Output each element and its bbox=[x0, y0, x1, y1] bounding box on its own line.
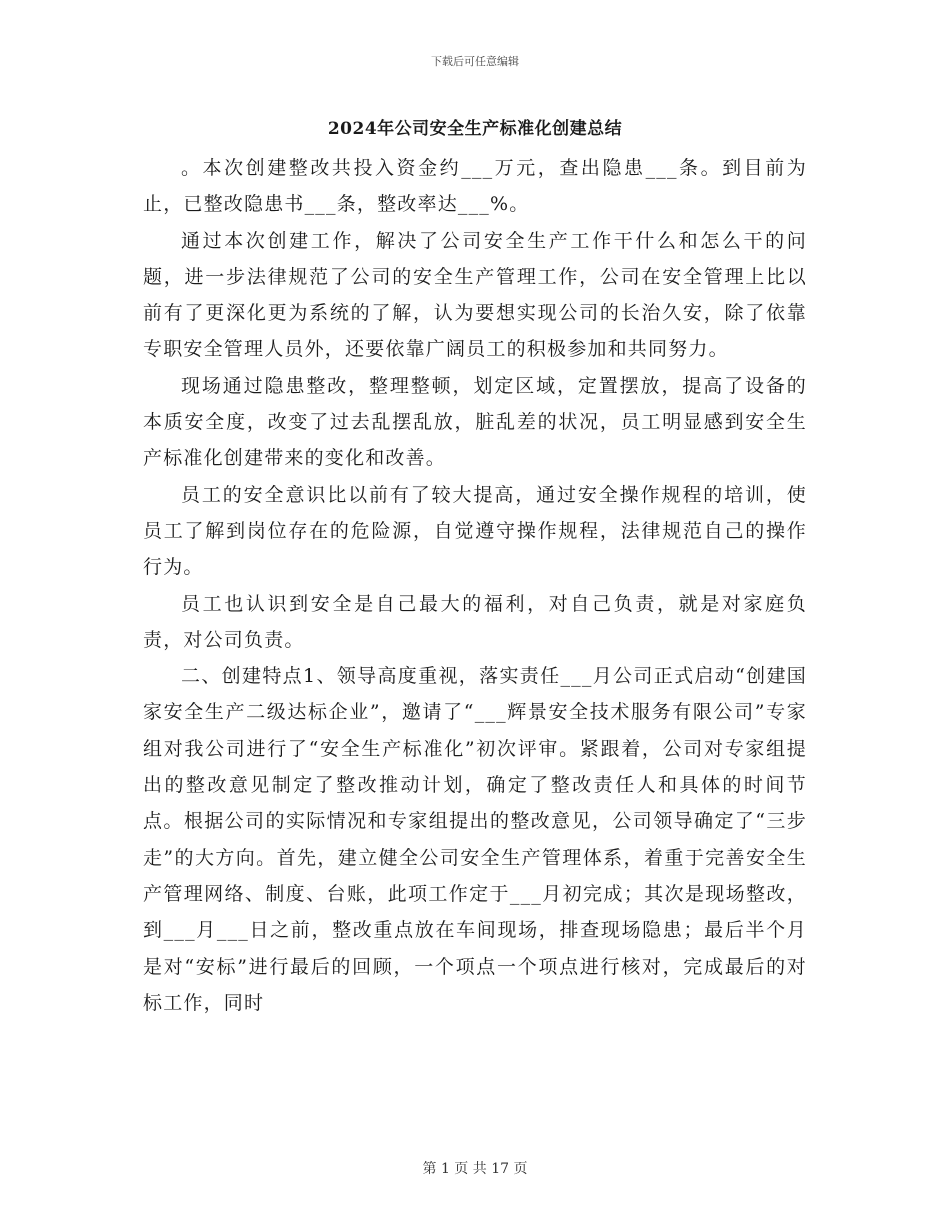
paragraph-creation-features: 二、创建特点1、领导高度重视，落实责任___月公司正式启动“创建国家安全生产二级达标企业”，邀请了“___辉景安全技术服务有限公司”专家组对我公司进行了“安全生产标准化”初次评审。紧跟着，公司对专家组提出的整改意见制定了整改推动计划，确定了整改责任人和具体的时间节点。根据公司的实际情况和专家组提出的整改意见，公司领导确定了“三步走”的大方向。首先，建立健全公司安全生产管理体系，着重于完善安全生产管理网络、制度、台账，此项工作定于___月初完成；其次是现场整改，到___月___日之前，整改重点放在车间现场，排查现场隐患；最后半个月是对“安标”进行最后的回顾，一个项点一个项点进行核对，完成最后的对标工作，同时 bbox=[143, 665, 807, 1014]
paragraph-investment-summary: 。本次创建整改共投入资金约___万元，查出隐患___条。到目前为止，已整改隐患书___条，整改率达___%。 bbox=[143, 157, 807, 216]
document-title: 2024年公司安全生产标准化创建总结 bbox=[327, 119, 623, 139]
page-number: 第 1 页 共 17 页 bbox=[422, 1161, 528, 1177]
paragraph-employee-responsibility: 员工也认识到安全是自己最大的福利，对自己负责，就是对家庭负责，对公司负责。 bbox=[143, 592, 807, 651]
paragraph-site-rectification: 现场通过隐患整改，整理整顿，划定区域，定置摆放，提高了设备的本质安全度，改变了过去乱摆乱放，脏乱差的状况，员工明显感到安全生产标准化创建带来的变化和改善。 bbox=[143, 374, 807, 470]
paragraph-management-improvement: 通过本次创建工作，解决了公司安全生产工作干什么和怎么干的问题，进一步法律规范了公司的安全生产管理工作，公司在安全管理上比以前有了更深化更为系统的了解，认为要想实现公司的长治久安，除了依靠专职安全管理人员外，还要依靠广阔员工的积极参加和共同努力。 bbox=[143, 229, 807, 361]
page-header-note: 下载后可任意编辑 bbox=[431, 55, 519, 68]
document-body bbox=[143, 150, 807, 1021]
paragraph-safety-awareness: 员工的安全意识比以前有了较大提高，通过安全操作规程的培训，使员工了解到岗位存在的危险源，自觉遵守操作规程，法律规范自己的操作行为。 bbox=[143, 483, 807, 579]
